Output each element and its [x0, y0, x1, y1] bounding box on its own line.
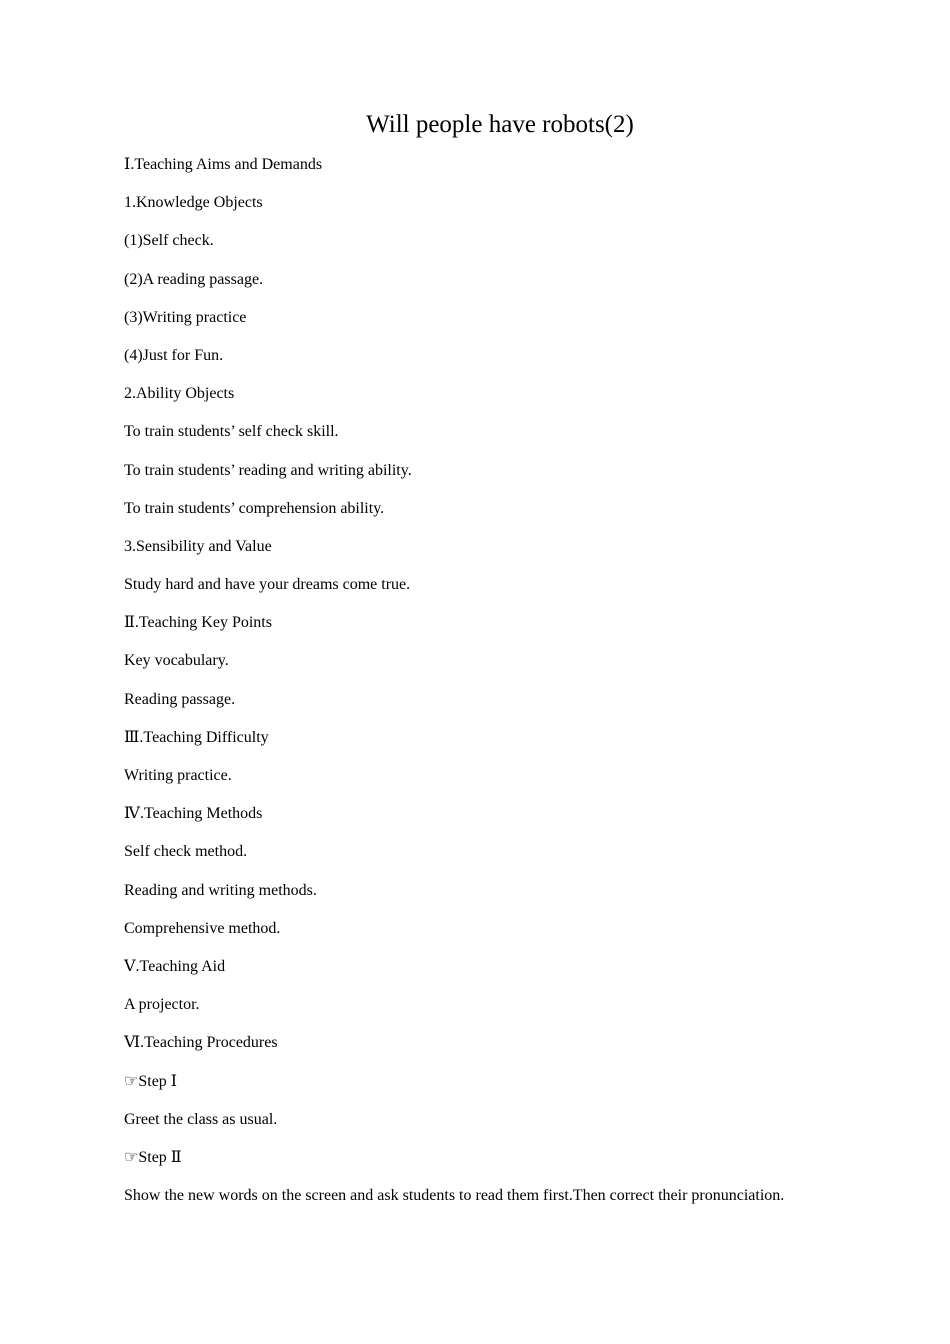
subheading-knowledge-objects: 1.Knowledge Objects [124, 194, 263, 212]
paragraph-line: To train students’ self check skill. [124, 423, 339, 441]
paragraph-line: To train students’ reading and writing ability. [124, 461, 412, 479]
document-body [124, 151, 884, 1220]
document-title: Will people have robots(2) [366, 111, 634, 138]
step-heading: ☞Step Ⅱ [124, 1148, 182, 1166]
heading-teaching-aims: Ⅰ.Teaching Aims and Demands [124, 156, 323, 173]
paragraph-line: Show the new words on the screen and ask students to read them first.Then correct their pronunciation. [124, 1187, 785, 1205]
list-item: (2)A reading passage. [124, 270, 264, 288]
heading-teaching-aid: Ⅴ.Teaching Aid [124, 957, 226, 975]
paragraph-line: Writing practice. [124, 767, 232, 784]
paragraph-line: Reading and writing methods. [124, 881, 317, 899]
paragraph-line: A projector. [124, 996, 200, 1014]
paragraph-line: Study hard and have your dreams come true. [124, 576, 411, 594]
paragraph-line: Self check method. [124, 843, 248, 861]
paragraph-line: Comprehensive method. [124, 919, 281, 937]
heading-teaching-procedures: Ⅵ.Teaching Procedures [124, 1034, 278, 1052]
list-item: (1)Self check. [124, 232, 214, 250]
list-item: (3)Writing practice [124, 308, 247, 326]
heading-teaching-methods: Ⅳ.Teaching Methods [124, 805, 263, 823]
subheading-ability-objects: 2.Ability Objects [124, 385, 235, 403]
paragraph-line: Reading passage. [124, 690, 236, 708]
paragraph-line: Greet the class as usual. [124, 1110, 278, 1128]
list-item: (4)Just for Fun. [124, 346, 224, 364]
paragraph-line: To train students’ comprehension ability. [124, 499, 385, 517]
subheading-sensibility-value: 3.Sensibility and Value [124, 537, 272, 555]
step-heading: ☞Step Ⅰ [124, 1072, 178, 1090]
paragraph-line: Key vocabulary. [124, 652, 229, 670]
heading-teaching-difficulty: Ⅲ.Teaching Difficulty [124, 728, 269, 746]
heading-key-points: Ⅱ.Teaching Key Points [124, 614, 272, 632]
